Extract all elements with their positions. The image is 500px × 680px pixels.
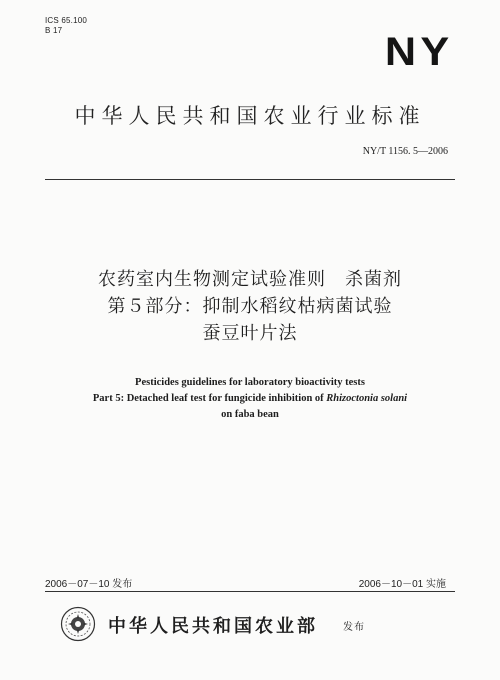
issuing-ministry: 中华人民共和国农业部 [108,616,318,637]
ministry-emblem-icon [60,606,96,642]
english-title-line-1: Pesticides guidelines for laboratory bioactivity tests [135,377,365,388]
issue-date: 2006－07－10 发布 [45,579,133,590]
english-title-line-2-prefix: Part 5: Detached leaf test for fungicide inhibition of [92,393,327,404]
implementation-date: 2006－10－01 实施 [358,579,446,590]
chinese-title-line-1: 农药室内生物测定试验准则 杀菌剂 [98,269,402,290]
ny-logo: NY [385,30,454,74]
issued-label: 发布 [343,622,365,633]
chinese-title-line-2: 第５部分：抑制水稻纹枯病菌试验 [107,296,393,317]
english-title-line-3: on faba bean [221,409,279,420]
header-divider [45,179,455,180]
ics-code: ICS 65.100 [45,16,88,25]
chinese-title-line-3: 蚕豆叶片法 [202,323,298,344]
english-title-species: Rhizoctonia solani [326,393,408,404]
footer-divider [45,591,455,592]
standard-number: NY/T 1156. 5—2006 [362,146,448,157]
standard-category-title: 中华人民共和国农业行业标准 [74,104,426,128]
ccs-code: B 17 [45,26,63,35]
english-title-line-2 [0,393,500,404]
